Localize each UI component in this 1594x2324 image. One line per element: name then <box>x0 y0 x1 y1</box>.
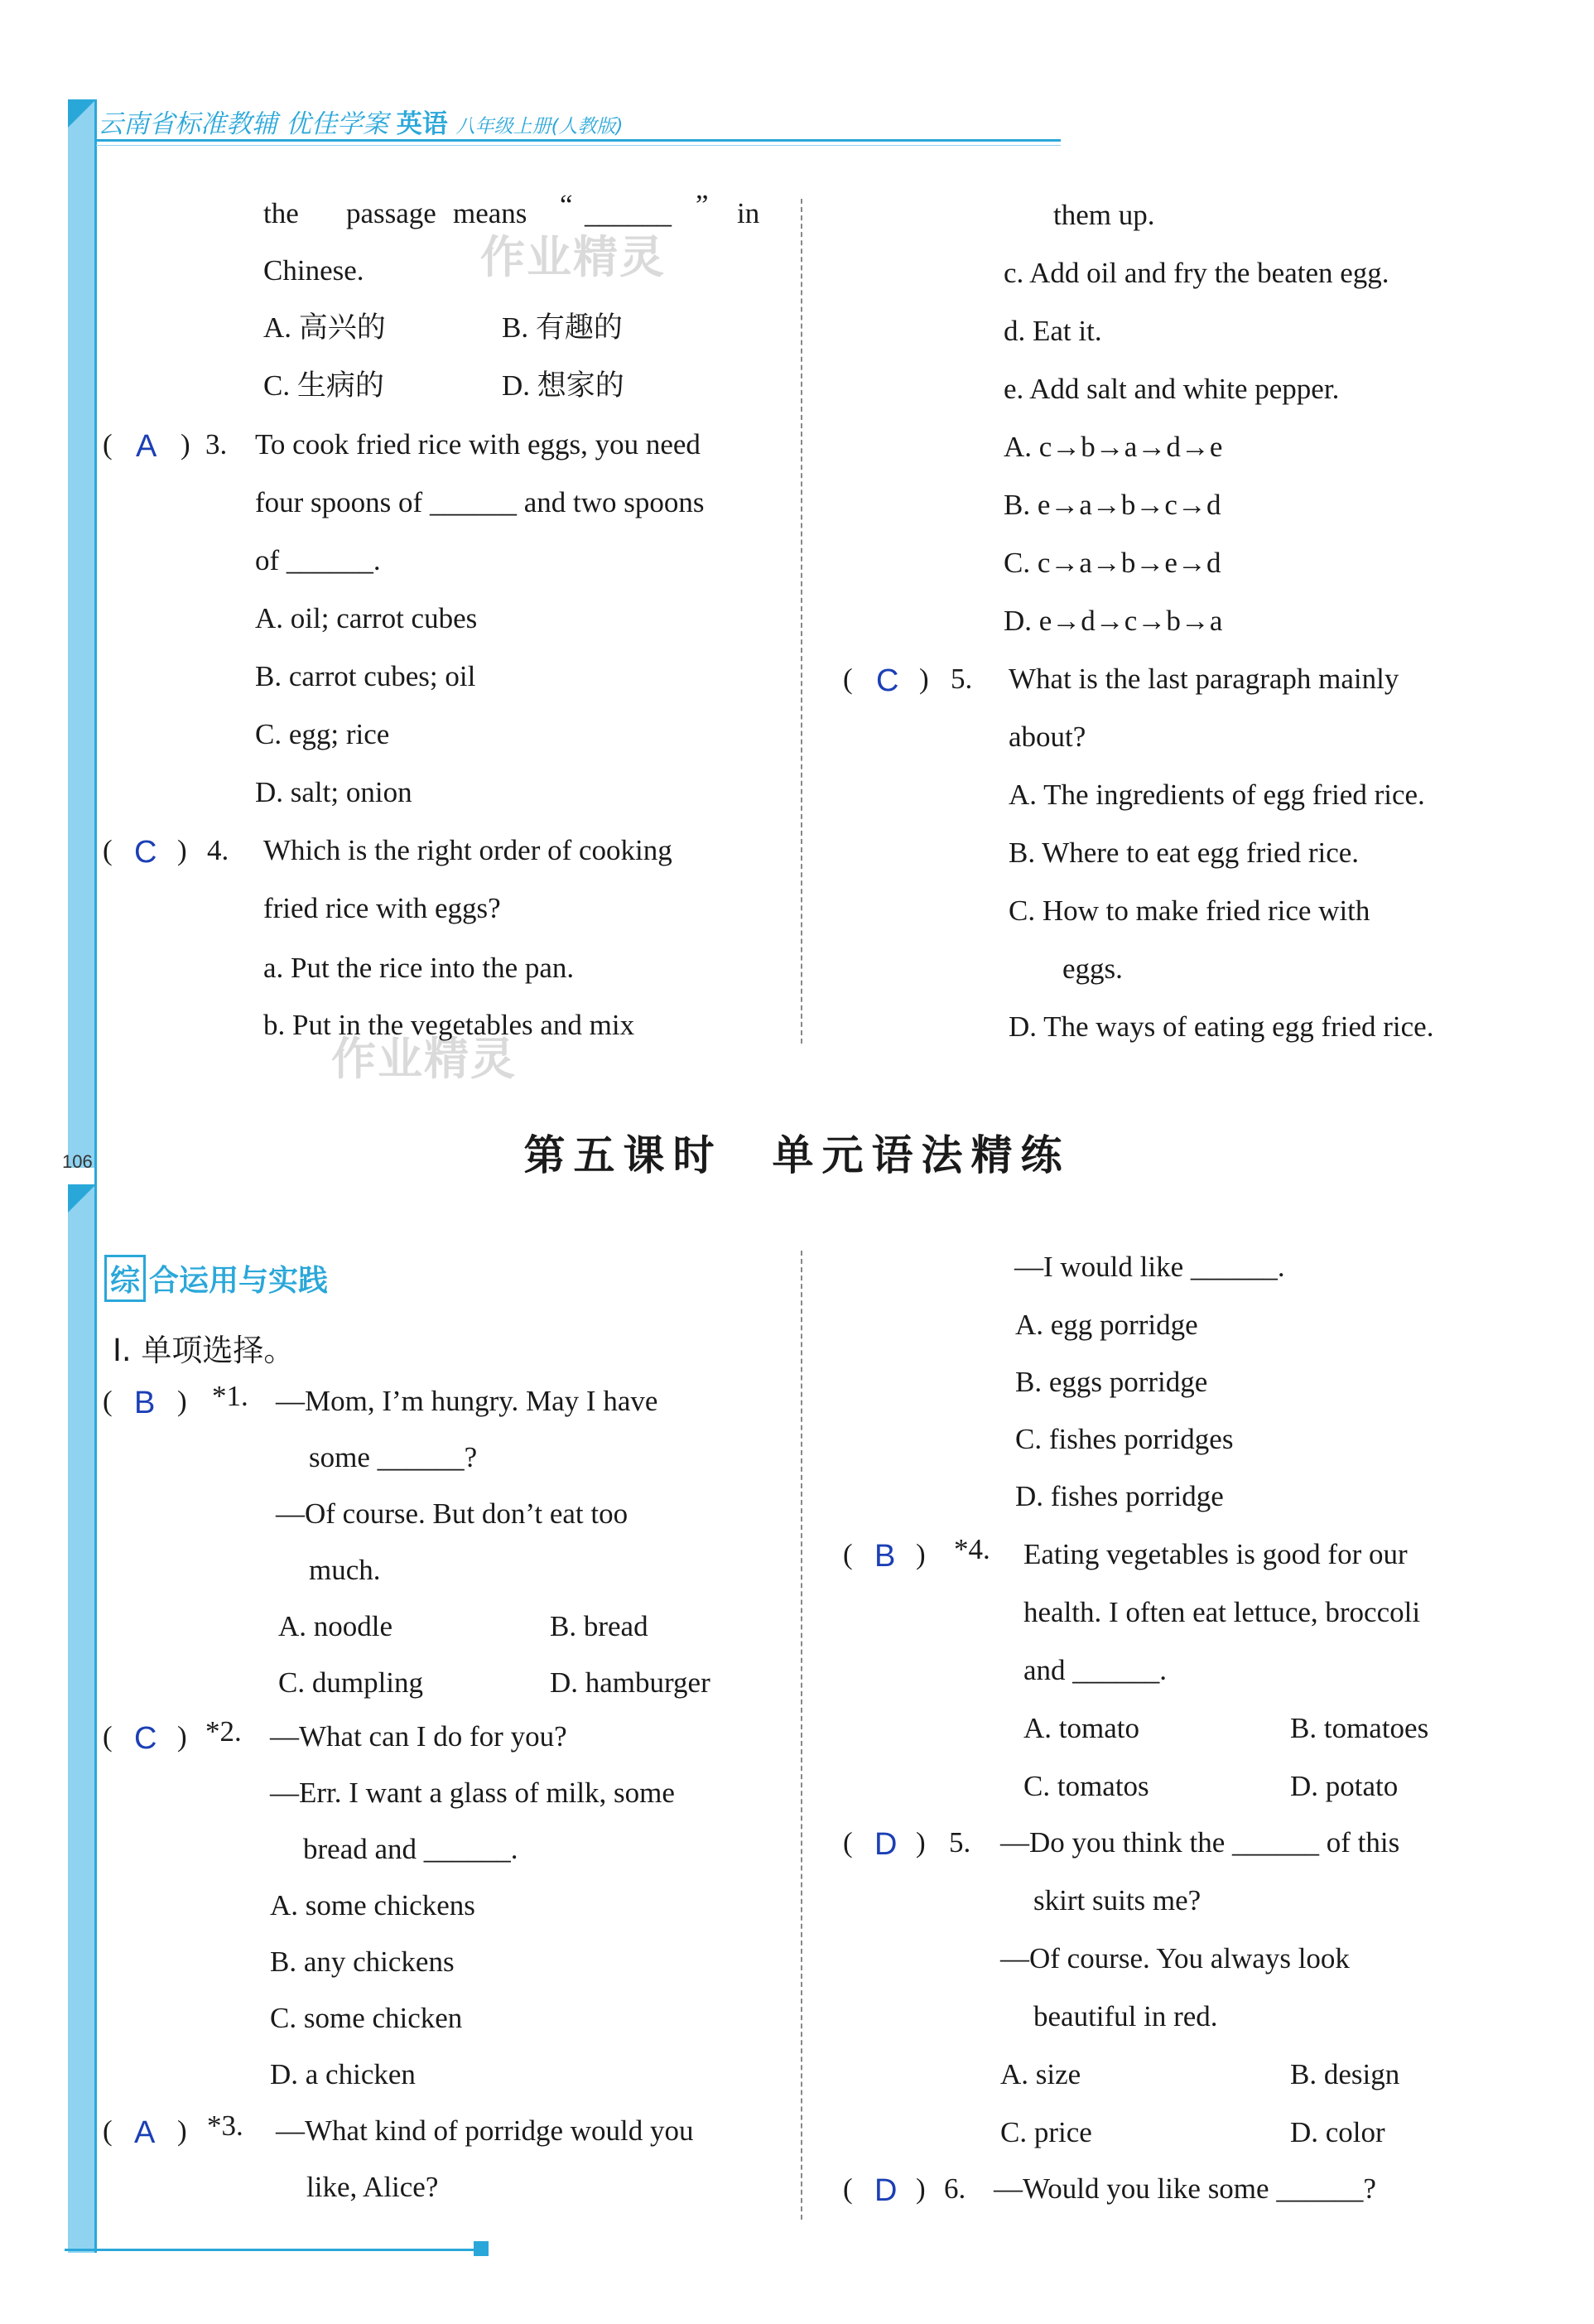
b-q3-line1: —What kind of porridge would you <box>276 2114 694 2147</box>
q4-option-a: A. c→b→a→d→e <box>1004 431 1223 463</box>
b-q2-line3: bread and ______. <box>303 1833 518 1865</box>
header-subject: 英语 <box>396 109 448 139</box>
q4-close-paren: ) <box>177 834 187 866</box>
b-q4-close-paren: ) <box>916 1538 926 1570</box>
b-q1-open-paren: ( <box>103 1385 113 1417</box>
b-q1-option-c: C. dumpling <box>278 1666 424 1699</box>
q5-option-c1: C. How to make fried rice with <box>1009 894 1370 927</box>
b-q2-close-paren: ) <box>177 1720 187 1753</box>
q3-line1: To cook fried rice with eggs, you need <box>255 428 701 460</box>
b-q4-line2: health. I often eat lettuce, broccoli <box>1023 1596 1421 1628</box>
column-divider-bottom <box>801 1251 802 2220</box>
section-box: 综 <box>104 1255 146 1302</box>
b-q4-answer: B <box>874 1539 896 1574</box>
b-q2-option-c: C. some chicken <box>270 2002 463 2034</box>
q5-answer: C <box>876 663 899 698</box>
column-divider-top <box>801 199 802 1044</box>
b-q5-close-paren: ) <box>916 1826 926 1859</box>
b-q6-line1: —Would you like some ______? <box>994 2172 1376 2205</box>
q3-line2: four spoons of ______ and two spoons <box>255 486 705 518</box>
corner-triangle-bottom <box>68 1184 96 1213</box>
q2-option-b: B. 有趣的 <box>502 311 623 344</box>
q4-option-c: C. c→a→b→e→d <box>1004 547 1221 579</box>
b-q5-option-b: B. design <box>1290 2058 1400 2090</box>
b-q2-number: *2. <box>205 1715 242 1748</box>
section-header <box>104 1255 328 1302</box>
b-q1-line1: —Mom, I’m hungry. May I have <box>276 1385 658 1417</box>
q4-item-e: e. Add salt and white pepper. <box>1004 373 1340 405</box>
q2-line1-end: in <box>737 197 760 229</box>
q2-quote-blank: ______ <box>585 197 672 229</box>
watermark: 作业精灵 <box>480 231 666 283</box>
q4-item-d: d. Eat it. <box>1004 315 1102 347</box>
q5-option-b: B. Where to eat egg fried rice. <box>1009 837 1360 869</box>
q2-option-a: A. 高兴的 <box>263 311 386 344</box>
q2-line2: Chinese. <box>263 254 364 287</box>
b-q4-option-a: A. tomato <box>1023 1712 1139 1744</box>
b-q6-open-paren: ( <box>843 2172 853 2205</box>
corner-triangle-top <box>68 99 96 128</box>
q4-item-b-end: them up. <box>1053 199 1155 231</box>
b-q5-option-a: A. size <box>1000 2058 1081 2090</box>
lesson-title: 第五课时 单元语法精练 <box>523 1131 1071 1179</box>
q5-close-paren: ) <box>919 663 929 695</box>
q5-option-c2: eggs. <box>1062 952 1123 985</box>
b-q3-line3: —I would like ______. <box>1014 1251 1285 1283</box>
b-q5-number: 5. <box>949 1826 971 1859</box>
q5-open-paren: ( <box>843 663 853 695</box>
b-q5-line3: —Of course. You always look <box>1000 1942 1350 1974</box>
q2-line1-w2: passage <box>346 197 436 229</box>
q4-answer: C <box>134 835 157 870</box>
q5-number: 5. <box>951 663 973 695</box>
b-q5-answer: D <box>874 1827 898 1862</box>
header-series: 云南省标准教辅 <box>98 109 277 139</box>
b-q1-line3: —Of course. But don’t eat too <box>276 1497 628 1530</box>
b-q6-number: 6. <box>944 2172 966 2205</box>
page-number: 106 <box>62 1151 93 1172</box>
b-q5-open-paren: ( <box>843 1826 853 1859</box>
q3-close-paren: ) <box>181 428 190 460</box>
b-q2-option-a: A. some chickens <box>270 1889 475 1921</box>
b-q4-number: *4. <box>954 1533 990 1565</box>
b-q6-answer: D <box>874 2173 898 2208</box>
b-q1-option-b: B. bread <box>550 1610 648 1642</box>
b-q2-line1: —What can I do for you? <box>270 1720 567 1753</box>
q4-item-b: b. Put in the vegetables and mix <box>263 1009 635 1041</box>
q3-open-paren: ( <box>103 428 113 460</box>
b-q3-open-paren: ( <box>103 2114 113 2147</box>
q4-item-c: c. Add oil and fry the beaten egg. <box>1004 257 1389 289</box>
b-q6-close-paren: ) <box>916 2172 926 2205</box>
q4-number: 4. <box>207 834 229 866</box>
header-rule-thin <box>96 145 1061 146</box>
left-margin-bar-lower <box>68 1184 96 2253</box>
q5-line2: about? <box>1009 721 1086 753</box>
q4-item-a: a. Put the rice into the pan. <box>263 952 575 984</box>
header-grade: 八年级上册(人教版) <box>455 116 624 137</box>
b-q1-number: *1. <box>212 1380 248 1412</box>
b-q5-line2: skirt suits me? <box>1033 1884 1202 1917</box>
header-title <box>98 103 624 140</box>
b-q3-option-d: D. fishes porridge <box>1015 1480 1224 1512</box>
b-q5-line4: beautiful in red. <box>1033 2000 1218 2032</box>
section-title: 合运用与实践 <box>149 1264 329 1298</box>
b-q3-line2: like, Alice? <box>306 2171 439 2203</box>
q2-line1-w3: means <box>453 197 527 229</box>
q2-option-d: D. 想家的 <box>502 369 624 402</box>
q2-quote-close: ” <box>696 189 709 221</box>
b-q4-line3: and ______. <box>1023 1654 1168 1686</box>
watermark: 作业精灵 <box>331 1033 517 1085</box>
q4-option-b: B. e→a→b→c→d <box>1004 489 1221 521</box>
b-q4-line1: Eating vegetables is good for our <box>1023 1538 1408 1570</box>
b-q1-close-paren: ) <box>177 1385 187 1417</box>
q3-option-b: B. carrot cubes; oil <box>255 660 476 692</box>
b-q4-option-c: C. tomatos <box>1023 1770 1149 1802</box>
q3-number: 3. <box>205 428 228 460</box>
b-q5-line1: —Do you think the ______ of this <box>1000 1826 1400 1859</box>
b-q3-close-paren: ) <box>177 2114 187 2147</box>
q3-answer: A <box>136 429 157 464</box>
b-q1-option-a: A. noodle <box>278 1610 393 1642</box>
q4-line1: Which is the right order of cooking <box>263 834 672 866</box>
left-margin-bar <box>68 99 96 1168</box>
q4-option-d: D. e→d→c→b→a <box>1004 605 1223 637</box>
b-q5-option-c: C. price <box>1000 2116 1092 2148</box>
b-q3-option-c: C. fishes porridges <box>1015 1423 1234 1455</box>
b-q2-line2: —Err. I want a glass of milk, some <box>270 1777 675 1809</box>
b-q2-option-d: D. a chicken <box>270 2058 416 2090</box>
part-title: Ⅰ. 单项选择。 <box>113 1333 295 1368</box>
q4-open-paren: ( <box>103 834 113 866</box>
b-q4-option-b: B. tomatoes <box>1290 1712 1429 1744</box>
b-q1-option-d: D. hamburger <box>550 1666 710 1699</box>
q3-line3: of ______. <box>255 544 381 576</box>
b-q4-open-paren: ( <box>843 1538 853 1570</box>
b-q5-option-d: D. color <box>1290 2116 1385 2148</box>
q3-option-a: A. oil; carrot cubes <box>255 602 478 634</box>
q3-option-d: D. salt; onion <box>255 776 412 808</box>
b-q1-line4: much. <box>309 1554 381 1586</box>
q2-option-c: C. 生病的 <box>263 369 384 402</box>
q2-quote-open: “ <box>560 189 573 221</box>
q4-line2: fried rice with eggs? <box>263 892 501 924</box>
b-q4-option-d: D. potato <box>1290 1770 1399 1802</box>
b-q3-answer: A <box>134 2115 156 2150</box>
q2-line1-w1: the <box>263 197 299 229</box>
b-q2-option-b: B. any chickens <box>270 1946 455 1978</box>
q5-option-a: A. The ingredients of egg fried rice. <box>1009 779 1425 811</box>
b-q2-open-paren: ( <box>103 1720 113 1753</box>
q5-option-d: D. The ways of eating egg fried rice. <box>1009 1010 1434 1043</box>
q3-option-c: C. egg; rice <box>255 718 390 750</box>
b-q1-answer: B <box>134 1386 156 1420</box>
header-book: 优佳学案 <box>285 109 388 139</box>
b-q3-option-b: B. eggs porridge <box>1015 1366 1208 1398</box>
footer-rule <box>65 2249 479 2251</box>
b-q2-answer: C <box>134 1721 157 1756</box>
q5-line1: What is the last paragraph mainly <box>1009 663 1399 695</box>
b-q3-number: *3. <box>207 2109 243 2142</box>
footer-square <box>474 2241 489 2256</box>
b-q1-line2: some ______? <box>309 1441 478 1473</box>
b-q3-option-a: A. egg porridge <box>1015 1309 1198 1341</box>
